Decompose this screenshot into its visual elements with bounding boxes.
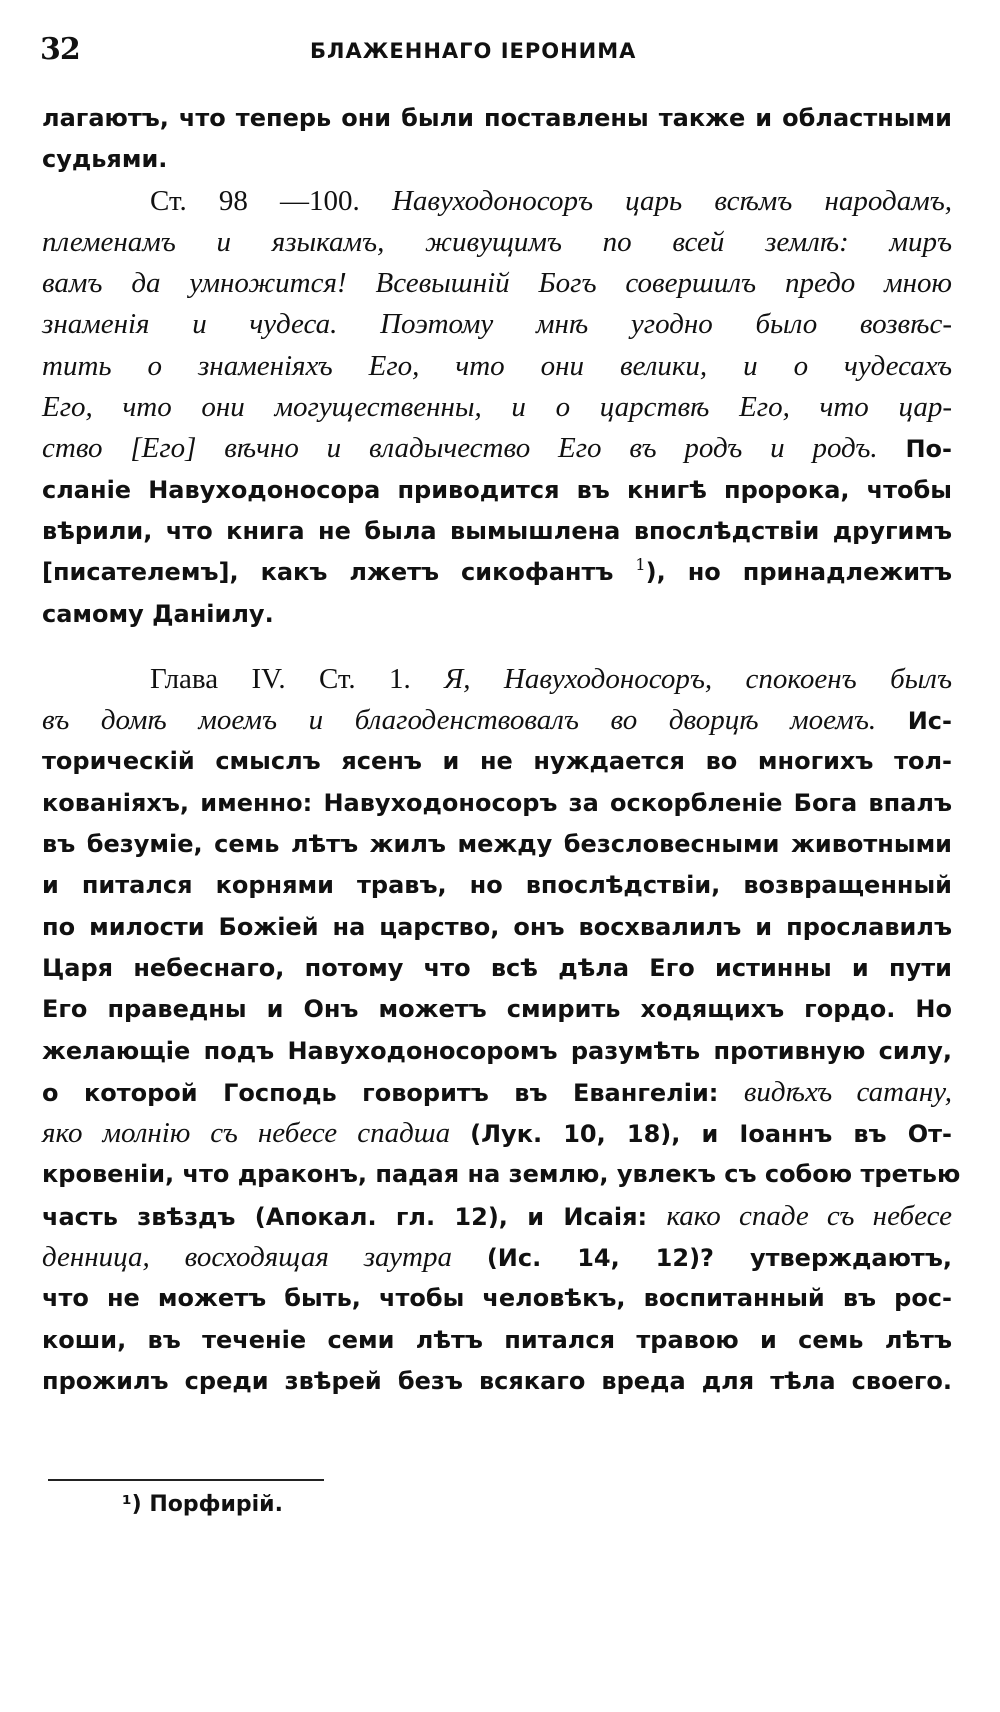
text-segment: (Ис. 14, 12)? утверждаютъ, — [486, 1244, 952, 1273]
text-segment: самому Даніилу. — [42, 599, 274, 628]
text-line — [42, 428, 952, 469]
text-segment: лагаютъ, что теперь они были поставлены также и областными — [42, 104, 952, 132]
text-line — [42, 1320, 952, 1361]
scripture-quote: Его, что они могущественны, и о царствѣ Его, что цар- — [42, 391, 952, 424]
text-line — [42, 98, 952, 139]
scripture-quote: Я, Навуходоносоръ, спокоенъ былъ — [444, 662, 952, 695]
text-segment: коши, въ теченіе семи лѣтъ питался травою и семь лѣтъ — [42, 1325, 952, 1354]
text-segment: Ис- — [907, 707, 952, 736]
text-line — [42, 470, 952, 511]
text-segment: что не можетъ быть, чтобы человѣкъ, воспитанный въ рос- — [42, 1284, 952, 1313]
body-text — [42, 98, 961, 1402]
scripture-quote: вамъ да умножится! Всевышній Богъ совершилъ предо мною — [42, 267, 952, 300]
footnote-divider — [48, 1479, 324, 1481]
text-line — [42, 594, 952, 635]
text-segment: въ безуміе, семь лѣтъ жилъ между безсловесными животными — [42, 830, 952, 859]
text-line — [42, 741, 952, 782]
text-line — [42, 511, 952, 552]
scripture-quote: денница, восходящая заутра — [42, 1241, 487, 1274]
text-segment: Его праведны и Онъ можетъ смирить ходящихъ гордо. Но — [42, 995, 952, 1024]
text-segment: сланіе Навуходоносора приводится въ книгѣ пророка, чтобы — [42, 475, 952, 504]
text-line — [42, 552, 952, 593]
scripture-quote: ство [Его] вѣчно и владычество Его въ родъ и родъ. — [42, 432, 906, 465]
text-line — [42, 222, 952, 263]
text-line — [42, 346, 952, 387]
text-line — [42, 1072, 952, 1113]
text-segment: (Лук. 10, 18), и Іоаннъ въ От- — [470, 1120, 952, 1149]
scripture-quote: Навуходоносоръ царь всѣмъ народамъ, — [391, 184, 953, 217]
text-segment: о которой Господь говоритъ въ Евангеліи: — [42, 1078, 744, 1107]
text-segment: торическій смыслъ ясенъ и не нуждается во многихъ тол- — [42, 747, 952, 776]
scripture-quote: како спаде съ небесе — [666, 1199, 952, 1232]
text-line — [42, 1196, 952, 1237]
text-segment: кованіяхъ, именно: Навуходоносоръ за оскорбленіе Бога впалъ — [42, 788, 952, 817]
page-header — [40, 32, 950, 72]
text-segment: судьями. — [42, 145, 168, 174]
text-line — [42, 1113, 952, 1154]
text-line — [42, 1237, 952, 1278]
text-segment: вѣрили, что книга не была вымышлена впослѣдствіи другимъ — [42, 516, 952, 545]
text-line — [42, 1361, 952, 1402]
text-line — [42, 948, 952, 989]
scripture-quote: въ домѣ моемъ и благоденствовалъ во дворцѣ моемъ. — [42, 704, 908, 737]
scripture-quote: племенамъ и языкамъ, живущимъ по всей землѣ: миръ — [42, 225, 952, 258]
text-segment: по милости Божіей на царство, онъ восхвалилъ и прославилъ — [42, 912, 952, 941]
text-line — [42, 181, 952, 222]
text-segment: часть звѣздъ (Апокал. гл. 12), и Исаія: — [42, 1202, 667, 1231]
text-line — [42, 659, 952, 700]
text-segment: и питался корнями травъ, но впослѣдствіи, возвращенный — [42, 871, 952, 900]
footnote: ¹) Порфирій. — [122, 1492, 283, 1517]
text-line — [42, 907, 952, 948]
scripture-quote: видѣхъ сатану, — [743, 1075, 952, 1108]
text-segment: По- — [905, 435, 952, 464]
text-segment: прожилъ среди звѣрей безъ всякаго вреда для тѣла своего. — [42, 1366, 952, 1395]
text-line — [42, 1278, 952, 1319]
text-segment: [писателемъ], какъ лжетъ сикофантъ — [42, 558, 636, 587]
paragraph-gap — [42, 635, 952, 659]
page-number: 32 — [40, 32, 80, 67]
scripture-quote: яко молнію съ небесе спадша — [42, 1117, 471, 1150]
text-line — [42, 865, 952, 906]
text-line — [42, 824, 952, 865]
text-segment: Ст. 98 —100. — [150, 184, 392, 217]
text-line — [42, 700, 952, 741]
text-segment: кровеніи, что драконъ, падая на землю, увлекъ съ собою третью — [42, 1160, 961, 1189]
text-line — [42, 1031, 952, 1072]
text-segment: Царя небеснаго, потому что всѣ дѣла Его истинны и пути — [42, 953, 952, 982]
text-line — [42, 139, 952, 180]
text-segment: желающіе подъ Навуходоносоромъ разумѣть противную силу, — [42, 1036, 952, 1065]
text-segment: ), но принадлежитъ — [645, 558, 953, 587]
text-line — [42, 989, 952, 1030]
running-title: БЛАЖЕННАГО ІЕРОНИМА — [310, 39, 637, 63]
scripture-quote: тить о знаменіяхъ Его, что они велики, и о чудесахъ — [42, 349, 952, 382]
text-line — [42, 783, 952, 824]
text-segment: Глава IV. Ст. 1. — [150, 662, 445, 695]
text-line — [42, 1154, 961, 1195]
footnote-marker: 1 — [635, 555, 646, 575]
text-line — [42, 304, 952, 345]
scripture-quote: знаменія и чудеса. Поэтому мнѣ угодно было возвѣс- — [42, 308, 952, 341]
text-line — [42, 263, 952, 304]
text-line — [42, 387, 952, 428]
